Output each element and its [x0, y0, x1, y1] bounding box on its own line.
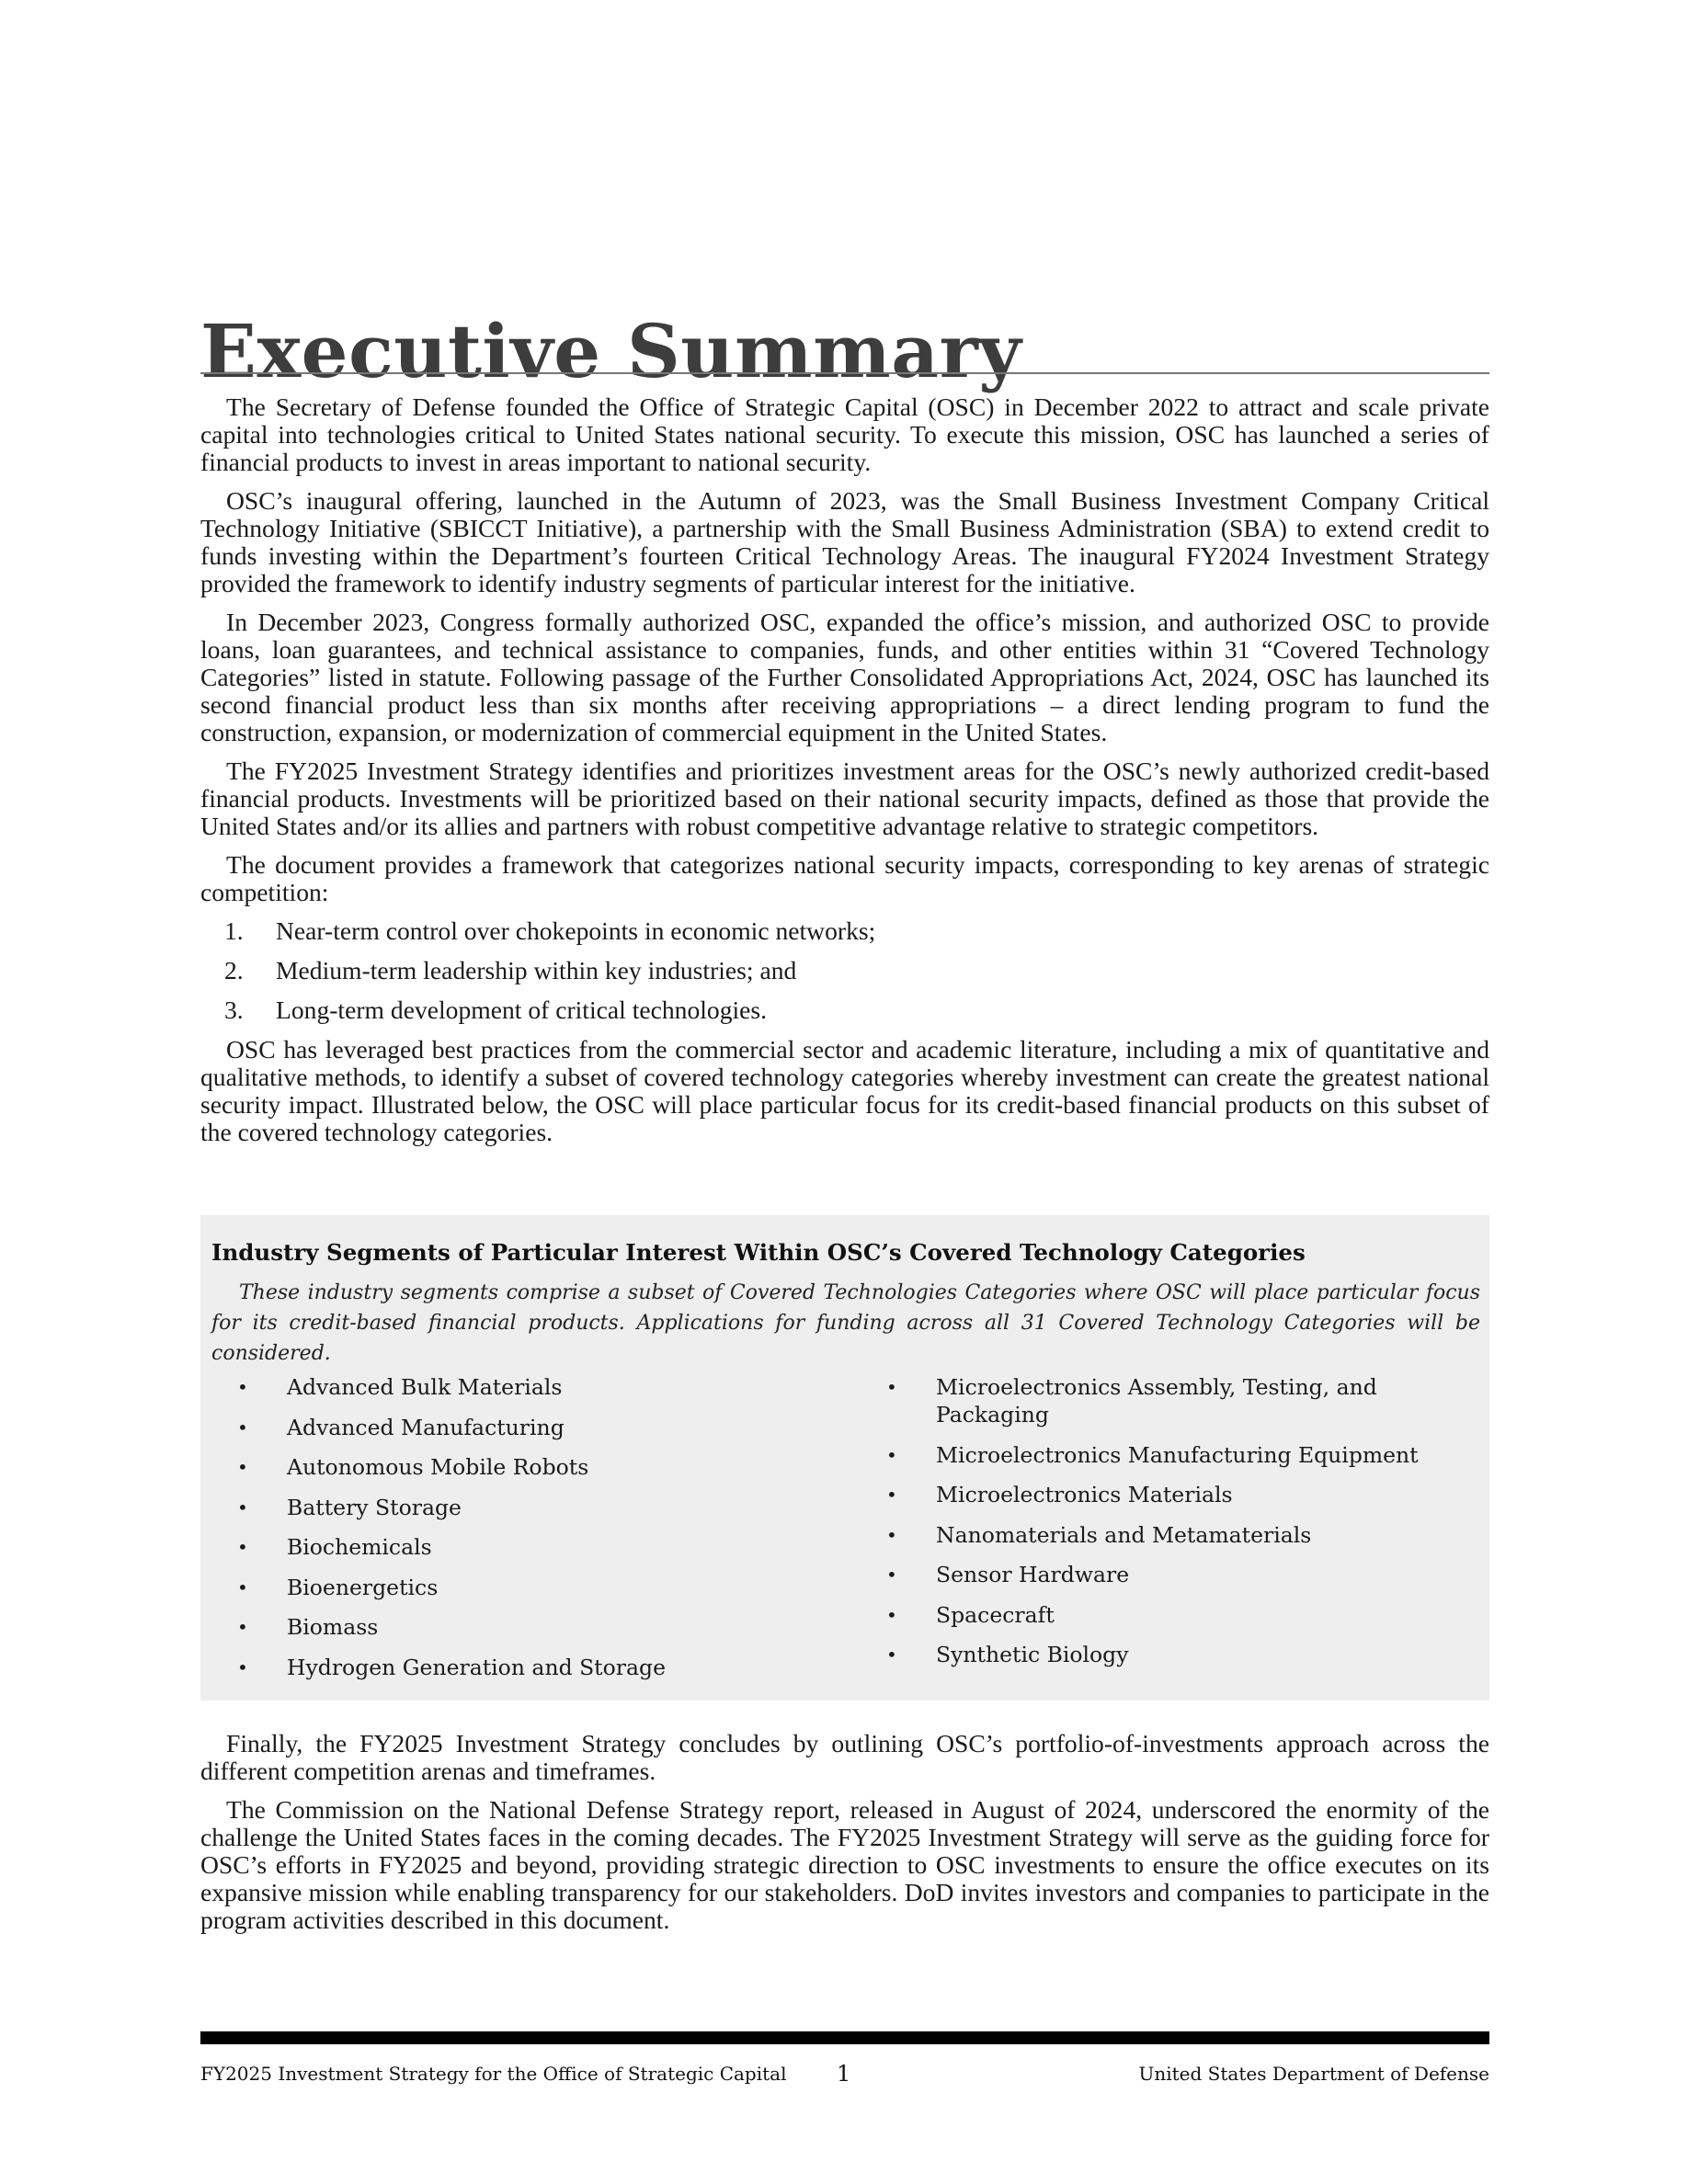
list-item — [200, 1453, 826, 1481]
bullet-icon: • — [886, 1603, 897, 1626]
title-divider — [200, 372, 1489, 374]
body-text — [200, 393, 1489, 1157]
list-item — [200, 1574, 826, 1601]
list-item-text: Advanced Manufacturing — [287, 1414, 565, 1440]
list-item-text: Spacecraft — [936, 1601, 1055, 1628]
list-item — [200, 957, 1489, 984]
list-item-text: Synthetic Biology — [936, 1642, 1129, 1667]
list-item-text: Biomass — [287, 1614, 379, 1640]
paragraph: In December 2023, Congress formally authorized OSC, expanded the office’s mission, and authorized OSC to provide loans, loan guarantees, and technical assistance to companies, funds, and other entities within 31 “Covered Technology Categories” listed in statute. Following passage of the Further Consolidated Appropriations Act, 2024, OSC has launched its second financial product less than six months after receiving appropriations – a direct lending program to fund the construction, expansion, or modernization of commercial equipment in the United States. — [200, 608, 1489, 746]
list-item — [850, 1481, 1475, 1508]
list-number: 2. — [224, 956, 244, 984]
list-item-text: Biochemicals — [287, 1534, 432, 1560]
paragraph: The FY2025 Investment Strategy identifies and prioritizes investment areas for the OSC’s newly authorized credit-based financial products. Investments will be prioritized based on their national security impacts, defined as those that provide the United States and/or its allies and partners with robust competitive advantage relative to strategic competitors. — [200, 756, 1489, 840]
list-item-text: Microelectronics Manufacturing Equipment — [936, 1441, 1419, 1468]
closing-text — [200, 1730, 1489, 1945]
list-item — [200, 917, 1489, 945]
page-title: Executive Summary — [200, 307, 1022, 394]
footer-divider — [200, 2031, 1489, 2044]
list-item-text: Sensor Hardware — [936, 1562, 1130, 1587]
list-item — [850, 1441, 1475, 1469]
bullet-icon: • — [886, 1376, 897, 1398]
segments-list-left — [200, 1373, 826, 1693]
bullet-icon: • — [237, 1655, 248, 1678]
paragraph: OSC has leveraged best practices from the commercial sector and academic literature, including a mix of quantitative and qualitative methods, to identify a subset of covered technology categories whereby investment can create the greatest national security impact. Illustrated below, the OSC will place particular focus for its credit-based financial products on this subset of the covered technology categories. — [200, 1035, 1489, 1146]
impact-list — [200, 917, 1489, 1024]
list-item — [850, 1601, 1475, 1629]
paragraph: The Secretary of Defense founded the Office of Strategic Capital (OSC) in December 2022 to attract and scale private capital into technologies critical to United States national security. To execute this mission, OSC has launched a series of financial products to invest in areas important to national security. — [200, 392, 1489, 476]
bullet-icon: • — [237, 1416, 248, 1439]
bullet-icon: • — [237, 1616, 248, 1638]
bullet-icon: • — [237, 1575, 248, 1598]
bullet-icon: • — [886, 1523, 897, 1546]
bullet-icon: • — [886, 1564, 897, 1586]
list-item — [200, 996, 1489, 1024]
list-item-text: Microelectronics Materials — [936, 1482, 1233, 1507]
list-item-text: Long-term development of critical technologies. — [276, 995, 768, 1024]
list-number: 1. — [224, 916, 244, 945]
list-item-text: Hydrogen Generation and Storage — [287, 1654, 666, 1680]
bullet-icon: • — [886, 1443, 897, 1466]
list-number: 3. — [224, 995, 244, 1024]
footer-organization: United States Department of Defense — [1138, 2063, 1489, 2085]
list-item — [200, 1613, 826, 1641]
bullet-icon: • — [237, 1536, 248, 1558]
page-number: 1 — [837, 2061, 851, 2087]
bullet-icon: • — [237, 1456, 248, 1478]
list-item — [850, 1561, 1475, 1588]
list-item — [850, 1373, 1475, 1428]
paragraph: Finally, the FY2025 Investment Strategy concludes by outlining OSC’s portfolio-of-investments approach across the different competition arenas and timeframes. — [200, 1729, 1489, 1785]
list-item — [850, 1521, 1475, 1549]
list-item — [200, 1494, 826, 1521]
bullet-icon: • — [237, 1376, 248, 1398]
list-item-text: Medium-term leadership within key industries; and — [276, 956, 797, 984]
paragraph: The Commission on the National Defense Strategy report, released in August of 2024, underscored the enormity of the challenge the United States faces in the coming decades. The FY2025 Investment Strategy will serve as the guiding force for OSC’s efforts in FY2025 and beyond, providing strategic direction to OSC investments to ensure the office executes on its expansive mission while enabling transparency for our stakeholders. DoD invites investors and companies to participate in the program activities described in this document. — [200, 1795, 1489, 1934]
list-item-text: Microelectronics Assembly, Testing, and Packaging — [936, 1374, 1377, 1428]
list-item-text: Near-term control over chokepoints in economic networks; — [276, 916, 876, 945]
box-note: These industry segments comprise a subset of Covered Technologies Categories where OSC will place particular focus for its credit-based financial products. Applications for funding across all 31 Covered Technology Categories will be considered. — [211, 1281, 1480, 1365]
list-item-text: Advanced Bulk Materials — [287, 1374, 563, 1400]
list-item-text: Nanomaterials and Metamaterials — [936, 1521, 1312, 1548]
list-item-text: Autonomous Mobile Robots — [287, 1454, 589, 1480]
list-item — [200, 1414, 826, 1441]
industry-segments-box — [200, 1215, 1489, 1701]
list-item — [200, 1533, 826, 1561]
list-item-text: Bioenergetics — [287, 1574, 439, 1600]
footer-document-title: FY2025 Investment Strategy for the Office of Strategic Capital — [200, 2063, 787, 2085]
list-item — [850, 1641, 1475, 1668]
bullet-icon: • — [237, 1496, 248, 1519]
paragraph: The document provides a framework that categorizes national security impacts, corresponding to key arenas of strategic competition: — [200, 850, 1489, 906]
bullet-icon: • — [886, 1644, 897, 1666]
list-item — [200, 1654, 826, 1681]
list-item — [200, 1373, 826, 1401]
document-page — [200, 0, 1489, 2184]
box-title: Industry Segments of Particular Interest Within OSC’s Covered Technology Categories — [211, 1239, 1306, 1266]
list-item-text: Battery Storage — [287, 1494, 462, 1520]
bullet-icon: • — [886, 1484, 897, 1506]
segments-list-right — [850, 1373, 1475, 1681]
paragraph: OSC’s inaugural offering, launched in the Autumn of 2023, was the Small Business Investment Company Critical Technology Initiative (SBICCT Initiative), a partnership with the Small Business Administration (SBA) to extend credit to funds investing within the Department’s fourteen Critical Technology Areas. The inaugural FY2024 Investment Strategy provided the framework to identify industry segments of particular interest for the initiative. — [200, 486, 1489, 597]
